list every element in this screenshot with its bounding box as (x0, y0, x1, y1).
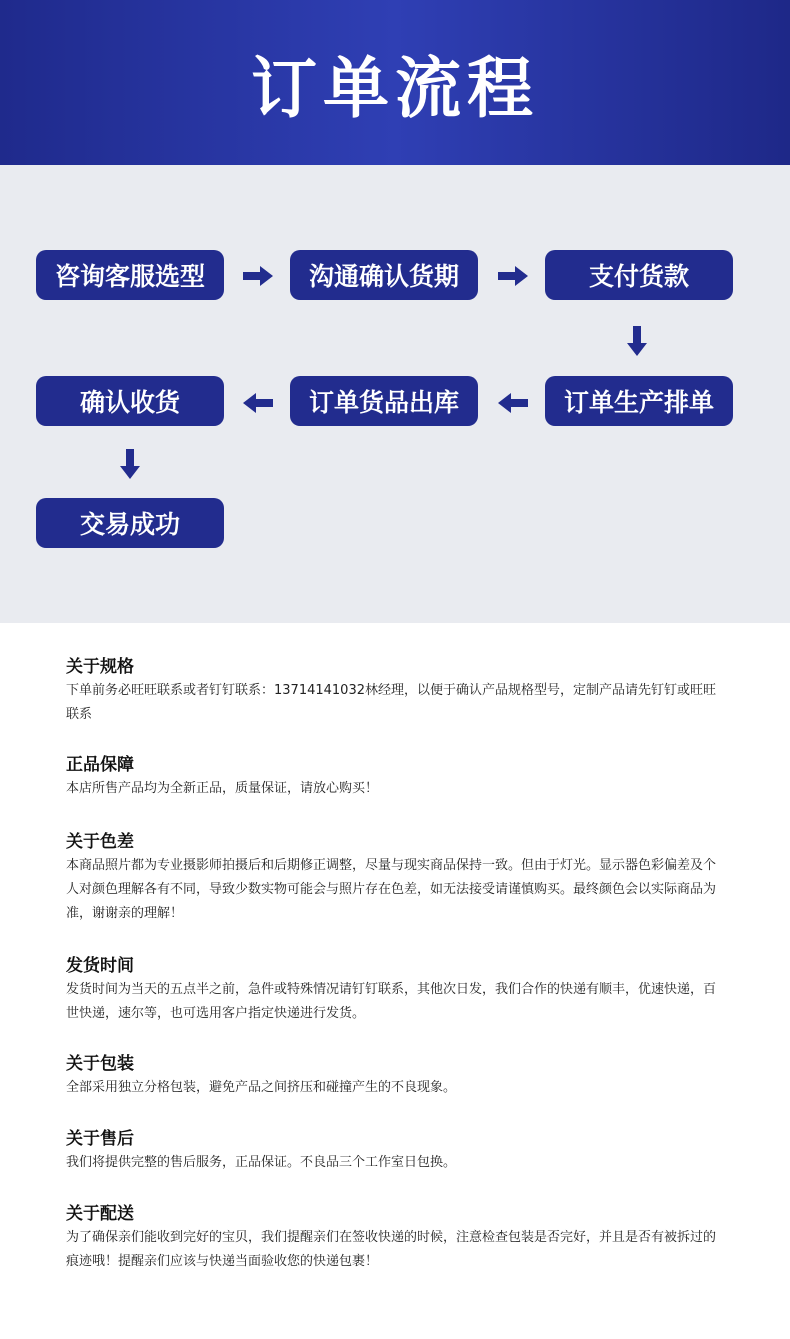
page-header (0, 0, 790, 165)
step-confirm-receipt: 确认收货 (36, 376, 224, 426)
section-specification (66, 655, 726, 739)
section-body: 下单前务必旺旺联系或者钉钉联系：13714141032林经理，以便于确认产品规格型号，定制产品请先钉钉或旺旺联系 (66, 683, 716, 722)
step-production-scheduling: 订单生产排单 (545, 376, 733, 426)
section-title: 关于售后 (66, 1129, 134, 1149)
section-delivery (66, 1202, 726, 1278)
arrow-left-icon (243, 393, 273, 413)
arrow-left-icon (498, 393, 528, 413)
arrow-down-icon (120, 449, 140, 479)
step-payment: 支付货款 (545, 250, 733, 300)
section-title: 关于色差 (66, 832, 134, 852)
section-title: 发货时间 (66, 956, 134, 976)
section-title: 关于配送 (66, 1204, 134, 1224)
arrow-right-icon (498, 266, 528, 286)
step-goods-outbound: 订单货品出库 (290, 376, 478, 426)
info-sections (66, 655, 726, 1278)
section-body: 本商品照片都为专业摄影师拍摄后和后期修正调整，尽量与现实商品保持一致。但由于灯光。显示器色彩偏差及个人对颜色理解各有不同，导致少数实物可能会与照片存在色差，如无法接受请谨慎购买。最终颜色会以实际商品为准，谢谢亲的理解！ (66, 858, 717, 921)
section-color-difference (66, 830, 726, 954)
section-packaging (66, 1052, 726, 1127)
section-title: 关于包装 (66, 1054, 134, 1074)
section-body: 我们将提供完整的售后服务，正品保证。不良品三个工作室日包换。 (66, 1155, 457, 1170)
section-title: 正品保障 (66, 755, 134, 775)
section-shipping-time (66, 954, 726, 1052)
section-body: 为了确保亲们能收到完好的宝贝，我们提醒亲们在签收快递的时候，注意检查包装是否完好，并且是否有被拆过的痕迹哦！提醒亲们应该与快递当面验收您的快递包裹！ (66, 1230, 717, 1269)
section-body: 全部采用独立分格包装，避免产品之间挤压和碰撞产生的不良现象。 (66, 1080, 457, 1095)
step-confirm-delivery-time: 沟通确认货期 (290, 250, 478, 300)
arrow-right-icon (243, 266, 273, 286)
section-body: 发货时间为当天的五点半之前，急件或特殊情况请钉钉联系，其他次日发，我们合作的快递有顺丰，优速快递，百世快递，速尔等，也可选用客户指定快递进行发货。 (66, 982, 717, 1021)
page-title: 订单流程 (251, 50, 539, 127)
order-flow-panel (0, 165, 790, 623)
arrow-down-icon (627, 326, 647, 356)
section-body: 本店所售产品均为全新正品，质量保证，请放心购买！ (66, 781, 379, 796)
step-consult: 咨询客服选型 (36, 250, 224, 300)
section-after-sales (66, 1127, 726, 1202)
section-title: 关于规格 (66, 657, 134, 677)
section-authenticity (66, 753, 726, 830)
step-deal-complete: 交易成功 (36, 498, 224, 548)
